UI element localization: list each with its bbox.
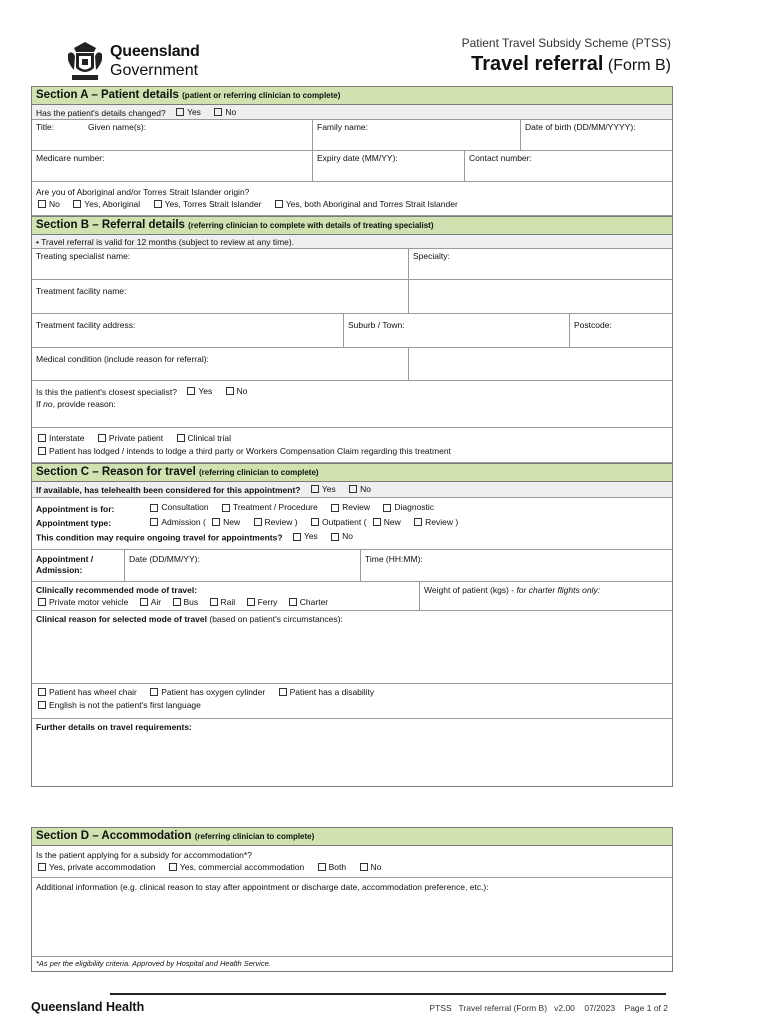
expiry-field[interactable] [313, 151, 465, 181]
third-party-claim-label: Patient has lodged / intends to lodge a third party or Workers Compensation Claim regarding this treatment [49, 446, 451, 456]
bus-checkbox[interactable] [173, 598, 181, 606]
postcode-field[interactable] [570, 314, 672, 347]
additional-info-field[interactable] [32, 878, 493, 956]
appointment-time-field[interactable] [361, 550, 672, 581]
appointment-for-label: Appointment is for: [36, 503, 115, 514]
english-label: English is not the patient's first language [49, 700, 201, 710]
wheelchair-checkbox[interactable] [38, 688, 46, 696]
patient-needs-row [32, 684, 672, 719]
review-close-label: Review ) [425, 516, 459, 527]
section-d-subtitle: (referring clinician to complete) [194, 832, 315, 841]
new-label: New [223, 516, 241, 527]
private-vehicle-label: Private motor vehicle [49, 597, 129, 607]
postcode-label: Postcode: [574, 320, 612, 330]
no-label: No [342, 531, 354, 541]
logo-line-1: Queensland [110, 43, 200, 60]
details-changed-no-checkbox[interactable] [214, 108, 222, 116]
medical-condition-label: Medical condition (include reason for referral): [36, 354, 209, 364]
new-label: New [383, 516, 401, 527]
medicare-label: Medicare number: [36, 153, 105, 163]
medicare-field[interactable] [32, 151, 313, 181]
origin-tsi-label: Yes, Torres Strait Islander [164, 199, 262, 209]
accom-both-checkbox[interactable] [318, 863, 326, 871]
details-changed-question: Has the patient's details changed? [36, 107, 166, 118]
origin-no-checkbox[interactable] [38, 200, 46, 208]
section-c-title: Section C – Reason for travel [36, 466, 196, 478]
clinical-reason-field[interactable] [32, 611, 347, 683]
additional-info-label: Additional information (e.g. clinical reason to stay after appointment or discharge date, accommodation preference, etc.): [36, 882, 489, 892]
outpatient-label: Outpatient ( [321, 516, 367, 527]
origin-aboriginal-checkbox[interactable] [73, 200, 81, 208]
charter-checkbox[interactable] [289, 598, 297, 606]
origin-question: Are you of Aboriginal and/or Torres Strait Islander origin? [36, 187, 250, 197]
diagnostic-checkbox[interactable] [383, 504, 391, 512]
accom-both-label: Both [328, 862, 347, 872]
admission-label: Admission ( [161, 516, 206, 527]
facility-address-label: Treatment facility address: [36, 320, 136, 330]
private-patient-checkbox[interactable] [98, 434, 106, 442]
interstate-checkbox[interactable] [38, 434, 46, 442]
medical-condition-field[interactable] [32, 348, 409, 380]
air-checkbox[interactable] [140, 598, 148, 606]
origin-row [32, 182, 672, 216]
oxygen-checkbox[interactable] [150, 688, 158, 696]
suburb-field[interactable] [344, 314, 570, 347]
rail-checkbox[interactable] [210, 598, 218, 606]
treatment-procedure-checkbox[interactable] [222, 504, 230, 512]
footnote-row [32, 957, 672, 971]
telehealth-no-checkbox[interactable] [349, 485, 357, 493]
origin-no-label: No [49, 199, 60, 209]
ongoing-no-checkbox[interactable] [331, 533, 339, 541]
logo-line-2: Government [110, 62, 199, 79]
travel-mode-label: Clinically recommended mode of travel: [36, 585, 198, 595]
ferry-label: Ferry [257, 597, 278, 607]
suburb-label: Suburb / Town: [348, 320, 405, 330]
consultation-label: Consultation [161, 502, 209, 512]
footer-page-info: PTSS Travel referral (Form B) v2.00 07/2023 Page 1 of 2 [429, 1003, 668, 1013]
accom-no-checkbox[interactable] [360, 863, 368, 871]
footer-org: Queensland Health [31, 1000, 145, 1014]
details-changed-yes-checkbox[interactable] [176, 108, 184, 116]
clinical-reason-label: Clinical reason for selected mode of travel [36, 614, 208, 624]
eligibility-footnote: *As per the eligibility criteria. Approved by Hospital and Health Service. [36, 959, 271, 968]
yes-label: Yes [303, 531, 318, 541]
rail-label: Rail [220, 597, 236, 607]
specialist-name-field[interactable] [32, 249, 409, 279]
third-party-claim-checkbox[interactable] [38, 447, 46, 455]
section-d-title: Section D – Accommodation [36, 830, 192, 842]
telehealth-row [32, 482, 672, 498]
additional-info-row [32, 878, 672, 957]
treatment-procedure-label: Treatment / Procedure [233, 502, 318, 512]
no-label: No [225, 106, 237, 117]
accom-no-label: No [370, 862, 382, 872]
closest-specialist-row [32, 381, 672, 428]
origin-tsi-checkbox[interactable] [154, 200, 162, 208]
family-name-field[interactable] [313, 120, 521, 150]
specialty-label: Specialty: [413, 251, 450, 261]
no-label: No [236, 386, 248, 396]
private-vehicle-checkbox[interactable] [38, 598, 46, 606]
outpatient-review-checkbox[interactable] [414, 518, 422, 526]
clinical-trial-label: Clinical trial [187, 433, 231, 443]
ongoing-travel-question: This condition may require ongoing travel for appointments? [36, 532, 283, 543]
facility-name-field[interactable] [32, 280, 409, 313]
telehealth-yes-checkbox[interactable] [311, 485, 319, 493]
specialist-name-label: Treating specialist name: [36, 251, 131, 261]
section-b-subtitle: (referring clinician to complete with details of treating specialist) [188, 221, 434, 230]
facility-name-extra[interactable] [409, 280, 672, 313]
footer-rule [110, 993, 666, 995]
coat-of-arms-icon [64, 40, 106, 84]
weight-label: Weight of patient (kgs) - [424, 585, 517, 595]
dob-label: Date of birth (DD/MM/YYYY): [525, 122, 636, 132]
page-title [471, 53, 671, 76]
details-changed-row [32, 105, 672, 120]
expiry-label: Expiry date (MM/YY): [317, 153, 398, 163]
disability-checkbox[interactable] [279, 688, 287, 696]
review-close-label: Review ) [264, 516, 298, 527]
yes-label: Yes [187, 106, 201, 117]
title-form: (Form B) [607, 57, 671, 74]
if-no-reason-field[interactable] [36, 398, 257, 410]
clinical-reason-note: (based on patient's circumstances): [207, 614, 343, 624]
section-a-subtitle: (patient or referring clinician to complete) [182, 91, 341, 100]
interstate-label: Interstate [49, 433, 85, 443]
travel-referral-form [31, 86, 673, 787]
review-label: Review [342, 502, 370, 512]
further-details-field[interactable] [32, 719, 196, 786]
closest-no-checkbox[interactable] [226, 387, 234, 395]
wheelchair-label: Patient has wheel chair [49, 687, 137, 697]
yes-label: Yes [321, 484, 336, 494]
scheme-name: Patient Travel Subsidy Scheme (PTSS) [461, 36, 671, 50]
condition-row [32, 348, 672, 381]
outpatient-new-checkbox[interactable] [373, 518, 381, 526]
review-checkbox[interactable] [331, 504, 339, 512]
admission-new-checkbox[interactable] [212, 518, 220, 526]
air-label: Air [150, 597, 162, 607]
medicare-row [32, 151, 672, 182]
section-b-header [32, 216, 672, 235]
origin-both-label: Yes, both Aboriginal and Torres Strait Islander [285, 199, 458, 209]
admission-checkbox[interactable] [150, 518, 158, 526]
specialist-row [32, 249, 672, 280]
patient-weight-field[interactable] [420, 582, 672, 610]
title-main: Travel referral [471, 53, 604, 75]
given-names-field[interactable] [84, 120, 313, 150]
no-label: No [360, 484, 372, 494]
bus-label: Bus [183, 597, 199, 607]
title-label: Title: [36, 122, 55, 132]
origin-aboriginal-label: Yes, Aboriginal [84, 199, 141, 209]
contact-label: Contact number: [469, 153, 532, 163]
weight-note: for charter flights only: [516, 585, 601, 595]
closest-yes-checkbox[interactable] [187, 387, 195, 395]
section-c-subtitle: (referring clinician to complete) [198, 468, 319, 477]
if-no-suffix: , provide reason: [52, 399, 116, 409]
accommodation-row [32, 846, 672, 878]
date-label: Date (DD/MM/YY): [129, 554, 200, 564]
patient-type-row [32, 428, 672, 463]
facility-name-label: Treatment facility name: [36, 286, 127, 296]
english-checkbox[interactable] [38, 701, 46, 709]
consultation-checkbox[interactable] [150, 504, 158, 512]
family-name-label: Family name: [317, 122, 369, 132]
clinical-trial-checkbox[interactable] [177, 434, 185, 442]
admission-review-checkbox[interactable] [254, 518, 262, 526]
specialty-field[interactable] [409, 249, 672, 279]
origin-both-checkbox[interactable] [275, 200, 283, 208]
address-row [32, 314, 672, 348]
contact-field[interactable] [465, 151, 672, 181]
travel-mode-group [32, 582, 420, 610]
section-b-title: Section B – Referral details [36, 219, 185, 231]
section-d-header [32, 828, 672, 846]
private-patient-label: Private patient [108, 433, 164, 443]
accommodation-question: Is the patient applying for a subsidy for accommodation*? [36, 850, 252, 860]
closest-specialist-question: Is this the patient's closest specialist? [36, 387, 177, 397]
name-row [32, 120, 672, 151]
oxygen-label: Patient has oxygen cylinder [161, 687, 266, 697]
time-label: Time (HH:MM): [365, 554, 423, 564]
further-details-label: Further details on travel requirements: [36, 722, 192, 732]
appointment-type-label: Appointment type: [36, 518, 112, 528]
outpatient-checkbox[interactable] [311, 518, 319, 526]
given-names-label: Given name(s): [88, 122, 147, 132]
validity-note: • Travel referral is valid for 12 months (subject to review at any time). [36, 236, 295, 247]
further-details-row [32, 719, 672, 786]
accom-commercial-label: Yes, commercial accommodation [179, 862, 305, 872]
diagnostic-label: Diagnostic [394, 502, 435, 512]
accom-private-checkbox[interactable] [38, 863, 46, 871]
facility-address-field[interactable] [32, 314, 344, 347]
appointment-admission-line-1: Appointment / [36, 554, 94, 564]
appointment-datetime-row [32, 550, 672, 582]
if-no-word: no [43, 399, 53, 409]
qld-government-logo [64, 40, 214, 84]
section-a-title: Section A – Patient details [36, 89, 179, 101]
ongoing-yes-checkbox[interactable] [293, 533, 301, 541]
dob-field[interactable] [521, 120, 672, 150]
charter-label: Charter [299, 597, 329, 607]
telehealth-question: If available, has telehealth been considered for this appointment? [36, 485, 301, 495]
accom-private-label: Yes, private accommodation [49, 862, 156, 872]
title-field[interactable] [32, 120, 84, 150]
disability-label: Patient has a disability [289, 687, 375, 697]
travel-mode-row [32, 582, 672, 611]
accom-commercial-checkbox[interactable] [169, 863, 177, 871]
appointment-date-field[interactable] [125, 550, 361, 581]
section-c-header [32, 463, 672, 482]
appointment-admission-label [32, 550, 125, 581]
ferry-checkbox[interactable] [247, 598, 255, 606]
section-d-box [31, 827, 673, 972]
appointment-details-row [32, 498, 672, 550]
validity-row [32, 235, 672, 249]
appointment-admission-line-2: Admission: [36, 565, 83, 575]
section-a-header [32, 87, 672, 105]
clinical-reason-row [32, 611, 672, 684]
facility-row [32, 280, 672, 314]
yes-label: Yes [198, 386, 213, 396]
medical-condition-extra[interactable] [409, 348, 672, 380]
if-no-prefix: If [36, 399, 44, 409]
